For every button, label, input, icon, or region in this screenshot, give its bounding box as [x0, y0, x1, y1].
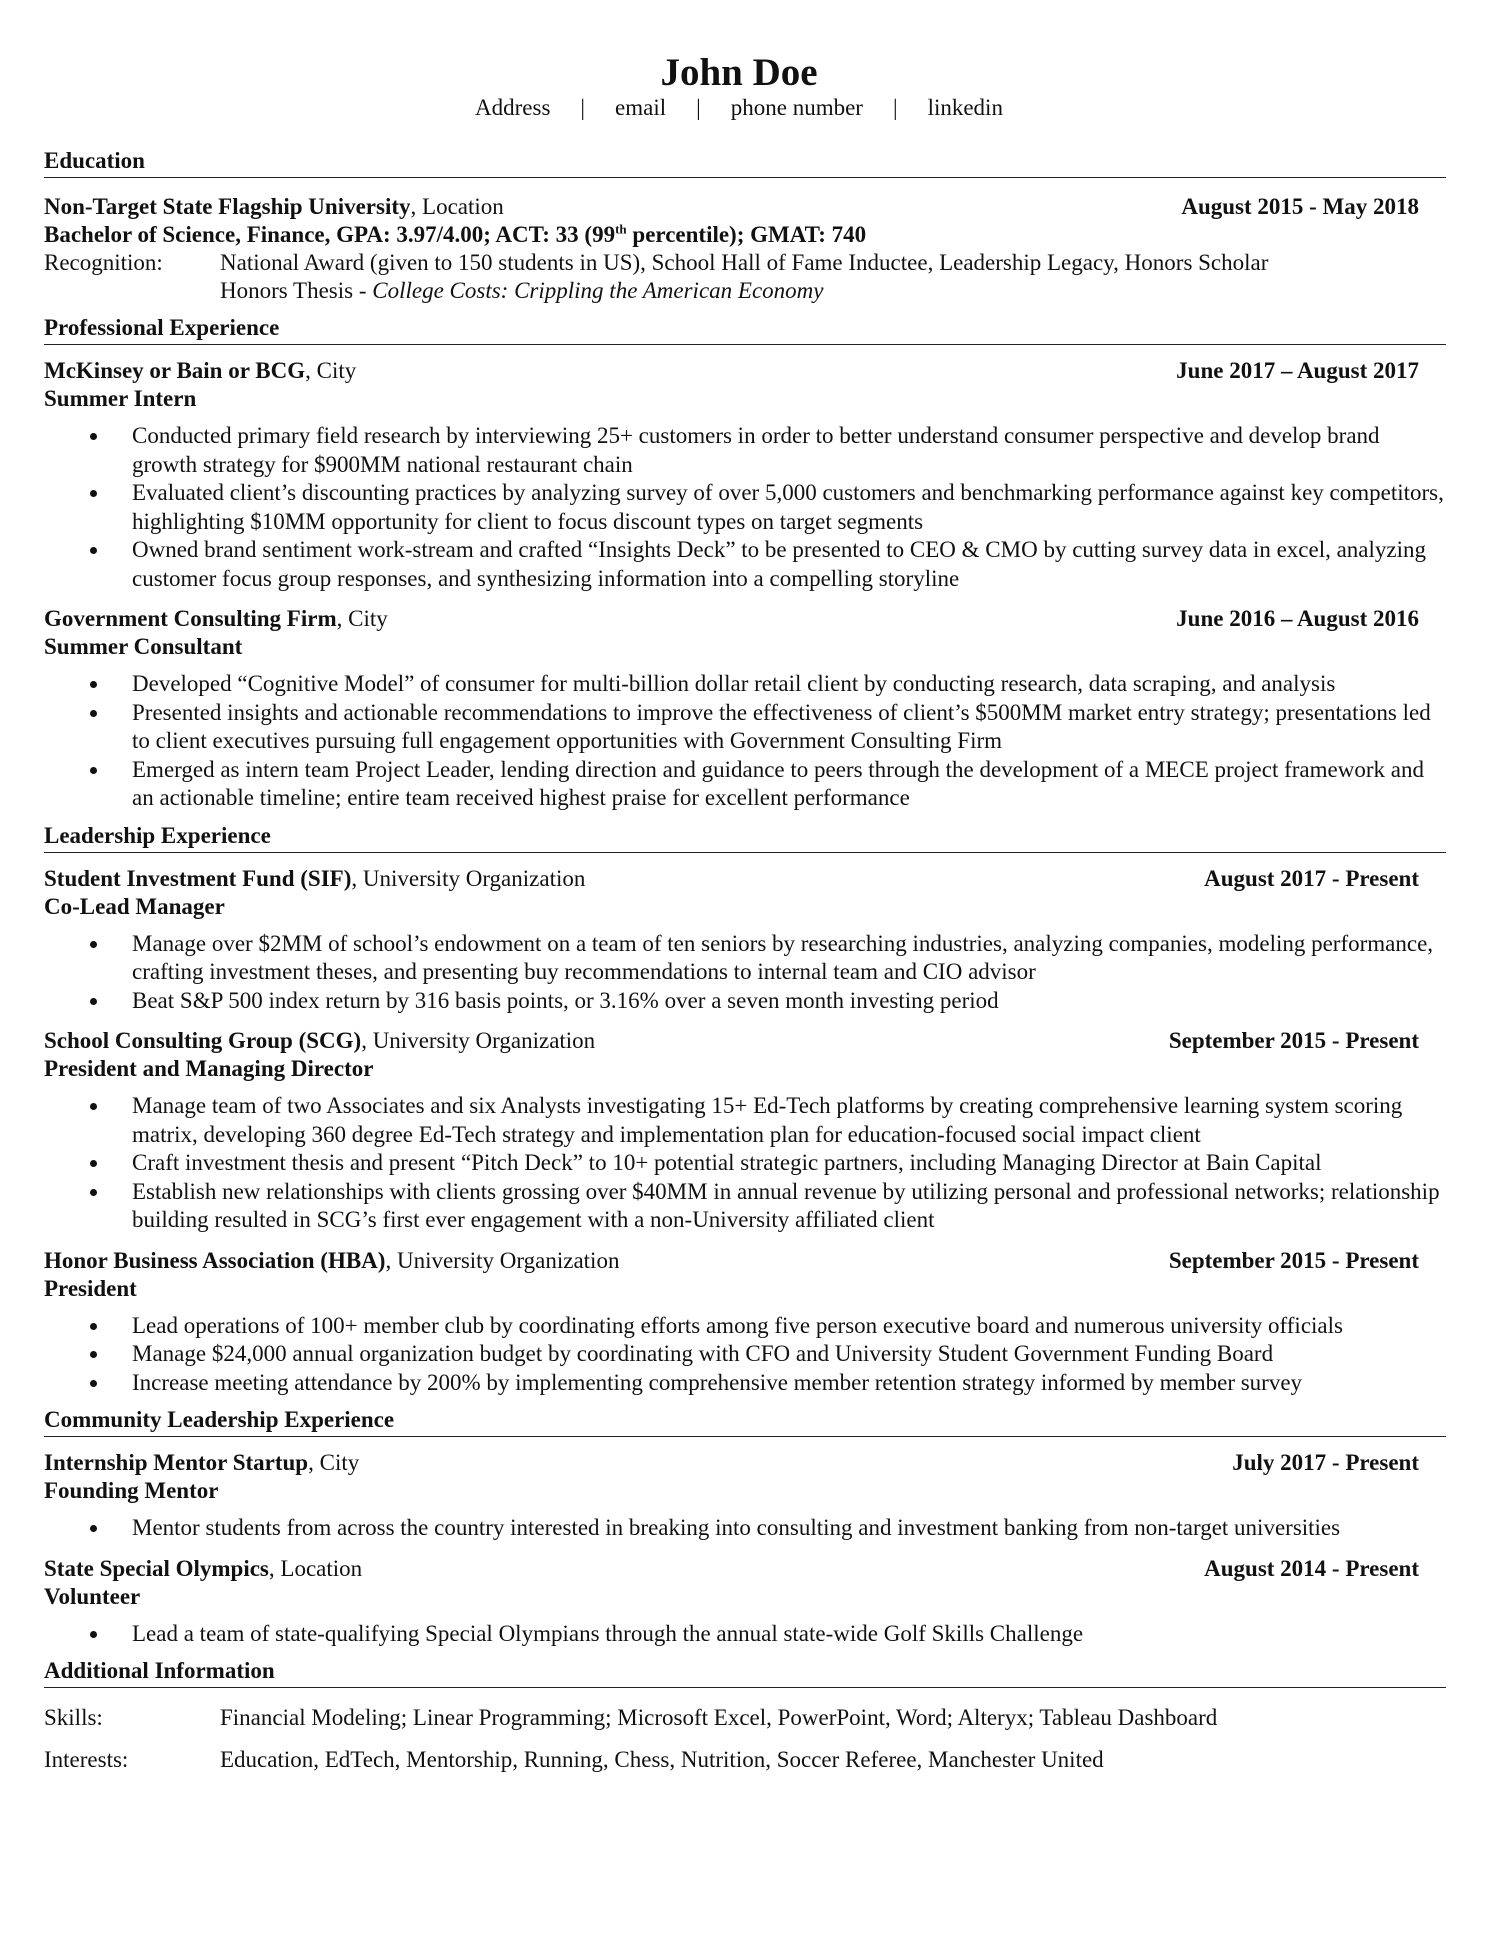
entry-org-block	[44, 1247, 619, 1275]
entry-org-block	[44, 1449, 359, 1477]
experience-entry	[44, 1027, 1446, 1235]
entry-dates: June 2016 – August 2016	[1176, 606, 1419, 631]
bullet-item: Evaluated client’s discounting practices by analyzing survey of over 5,000 customers and benchmarking performance against key competitors, highlighting $10MM opportunity for client to focus discount types on target segments	[44, 479, 1446, 536]
entry-header	[44, 193, 1419, 221]
contact-phone: phone number	[730, 95, 863, 120]
section-title-professional: Professional Experience	[44, 314, 1446, 345]
experience-entry	[44, 1555, 1446, 1649]
bullet-item: Manage over $2MM of school’s endowment on a team of ten seniors by researching industries, analyzing companies, modeling performance, crafting investment theses, and presenting buy recommendations to internal team and CIO advisor	[44, 930, 1446, 987]
thesis-line	[220, 277, 1446, 305]
skills-label: Skills:	[44, 1705, 103, 1730]
bullet-item: Owned brand sentiment work-stream and crafted “Insights Deck” to be presented to CEO & CMO by cutting survey data in excel, analyzing customer focus group responses, and synthesizing information into a compelling storyline	[44, 536, 1446, 593]
recognition-values	[220, 249, 1446, 305]
organization-location: , City	[305, 358, 357, 383]
entry-org-block	[44, 357, 356, 385]
thesis-prefix: Honors Thesis -	[220, 278, 373, 303]
experience-entry	[44, 605, 1446, 813]
entry-dates: July 2017 - Present	[1232, 1450, 1419, 1475]
degree-text: Bachelor of Science, Finance, GPA: 3.97/4.00; ACT: 33 (99	[44, 222, 616, 247]
entry-dates: June 2017 – August 2017	[1176, 358, 1419, 383]
entry-header	[44, 1449, 1419, 1477]
entry-org-block	[44, 865, 585, 893]
bullet-item: Lead a team of state-qualifying Special Olympians through the annual state-wide Golf Skills Challenge	[44, 1620, 1446, 1649]
entry-org-block	[44, 605, 388, 633]
interests-row	[44, 1746, 1446, 1774]
entry-header	[44, 357, 1419, 385]
contact-separator: |	[580, 95, 586, 120]
contact-linkedin: linkedin	[927, 95, 1003, 120]
role-title: Founding Mentor	[44, 1478, 219, 1503]
organization-location: , City	[308, 1450, 360, 1475]
contact-line	[32, 93, 1446, 123]
entry-dates: August 2014 - Present	[1204, 1555, 1419, 1581]
role-title: Summer Intern	[44, 386, 197, 411]
section-title-community: Community Leadership Experience	[44, 1406, 1446, 1437]
bullet-item: Increase meeting attendance by 200% by implementing comprehensive member retention strategy informed by member survey	[44, 1369, 1446, 1398]
skills-value: Financial Modeling; Linear Programming; Microsoft Excel, PowerPoint, Word; Alteryx; Tableau Dashboard	[220, 1705, 1218, 1730]
degree-line	[44, 221, 1446, 249]
recognition-line: National Award (given to 150 students in US), School Hall of Fame Inductee, Leadership Legacy, Honors Scholar	[220, 250, 1269, 275]
degree-superscript: th	[615, 221, 627, 237]
organization-name: Student Investment Fund (SIF)	[44, 865, 352, 891]
bullet-item: Emerged as intern team Project Leader, lending direction and guidance to peers through the development of a MECE project framework and an actionable timeline; entire team received highest praise for excellent performance	[44, 756, 1446, 813]
bullet-item: Conducted primary field research by interviewing 25+ customers in order to better understand consumer perspective and develop brand growth strategy for $900MM national restaurant chain	[44, 422, 1446, 479]
organization-name: School Consulting Group (SCG)	[44, 1028, 362, 1053]
organization-name: McKinsey or Bain or BCG	[44, 358, 306, 383]
organization-location: , University Organization	[385, 1247, 620, 1273]
role-title: President	[44, 1275, 137, 1301]
entry-header	[44, 605, 1419, 633]
school-location: , Location	[410, 194, 504, 219]
organization-name: Government Consulting Firm	[44, 606, 337, 631]
organization-location: , City	[336, 606, 388, 631]
bullet-item: Developed “Cognitive Model” of consumer for multi-billion dollar retail client by conducting research, data scraping, and analysis	[44, 670, 1446, 699]
entry-dates: September 2015 - Present	[1168, 1247, 1419, 1273]
organization-location: , University Organization	[361, 1028, 596, 1053]
entry-org-block	[44, 1027, 595, 1055]
organization-location: , Location	[268, 1555, 363, 1581]
bullet-list	[44, 1514, 1446, 1543]
organization-name: State Special Olympics	[44, 1555, 269, 1581]
interests-label: Interests:	[44, 1747, 129, 1772]
experience-entry	[44, 1449, 1446, 1543]
resume-name: John Doe	[660, 51, 818, 94]
degree-text-end: percentile); GMAT: 740	[626, 222, 867, 247]
recognition-row	[44, 249, 1446, 305]
resume-page	[44, 52, 1446, 1788]
role-title: President and Managing Director	[44, 1056, 374, 1081]
role-title: Summer Consultant	[44, 634, 243, 659]
section-title-additional: Additional Information	[44, 1657, 1446, 1688]
entry-org-block	[44, 1555, 362, 1583]
bullet-list	[44, 930, 1446, 1016]
section-title-education: Education	[44, 147, 1446, 178]
role-title: Volunteer	[44, 1583, 141, 1609]
bullet-item: Lead operations of 100+ member club by coordinating efforts among five person executive board and numerous university officials	[44, 1312, 1446, 1341]
entry-dates: August 2017 - Present	[1204, 865, 1419, 891]
recognition-label: Recognition:	[44, 250, 163, 275]
bullet-item: Mentor students from across the country interested in breaking into consulting and investment banking from non-target universities	[44, 1514, 1446, 1543]
entry-dates: August 2015 - May 2018	[1181, 194, 1419, 219]
entry-header	[44, 1027, 1419, 1055]
bullet-item: Presented insights and actionable recommendations to improve the effectiveness of client’s $500MM market entry strategy; presentations led to client executives pursuing full engagement opportunities with Government Consulting Firm	[44, 699, 1446, 756]
contact-separator: |	[696, 95, 701, 120]
contact-address: Address	[475, 95, 551, 120]
entry-dates: September 2015 - Present	[1168, 1028, 1419, 1053]
school-name: Non-Target State Flagship University	[44, 194, 411, 219]
experience-entry	[44, 865, 1446, 1016]
section-title-leadership: Leadership Experience	[44, 822, 1446, 853]
entry-header	[44, 1247, 1419, 1275]
entry-header	[44, 1555, 1419, 1583]
education-entry	[44, 193, 1446, 305]
contact-separator: |	[892, 95, 898, 120]
bullet-item: Manage $24,000 annual organization budget by coordinating with CFO and University Student Government Funding Board	[44, 1340, 1446, 1369]
organization-location: , University Organization	[351, 865, 586, 891]
bullet-list	[44, 1312, 1446, 1398]
experience-entry	[44, 357, 1446, 593]
community-entries	[44, 1449, 1446, 1648]
skills-row	[44, 1704, 1446, 1732]
organization-name: Honor Business Association (HBA)	[44, 1247, 386, 1273]
bullet-item: Beat S&P 500 index return by 316 basis points, or 3.16% over a seven month investing period	[44, 987, 1446, 1016]
thesis-title: College Costs: Crippling the American Economy	[372, 278, 824, 303]
interests-value: Education, EdTech, Mentorship, Running, Chess, Nutrition, Soccer Referee, Manchester United	[220, 1747, 1104, 1772]
professional-entries	[44, 357, 1446, 813]
additional-info	[44, 1704, 1446, 1774]
bullet-list	[44, 1092, 1446, 1235]
bullet-list	[44, 1620, 1446, 1649]
role-title: Co-Lead Manager	[44, 893, 225, 919]
bullet-item: Establish new relationships with clients grossing over $40MM in annual revenue by utilizing personal and professional networks; relationship building resulted in SCG’s first ever engagement with a non-University affiliated client	[44, 1178, 1446, 1235]
bullet-list	[44, 422, 1446, 593]
entry-header	[44, 865, 1419, 893]
bullet-item: Craft investment thesis and present “Pitch Deck” to 10+ potential strategic partners, including Managing Director at Bain Capital	[44, 1149, 1446, 1178]
organization-name: Internship Mentor Startup	[44, 1450, 309, 1475]
bullet-item: Manage team of two Associates and six Analysts investigating 15+ Ed-Tech platforms by creating comprehensive learning system scoring matrix, developing 360 degree Ed-Tech strategy and implementation plan for education-focused social impact client	[44, 1092, 1446, 1149]
bullet-list	[44, 670, 1446, 813]
experience-entry	[44, 1247, 1446, 1398]
leadership-entries	[44, 865, 1446, 1398]
contact-email: email	[615, 95, 667, 120]
